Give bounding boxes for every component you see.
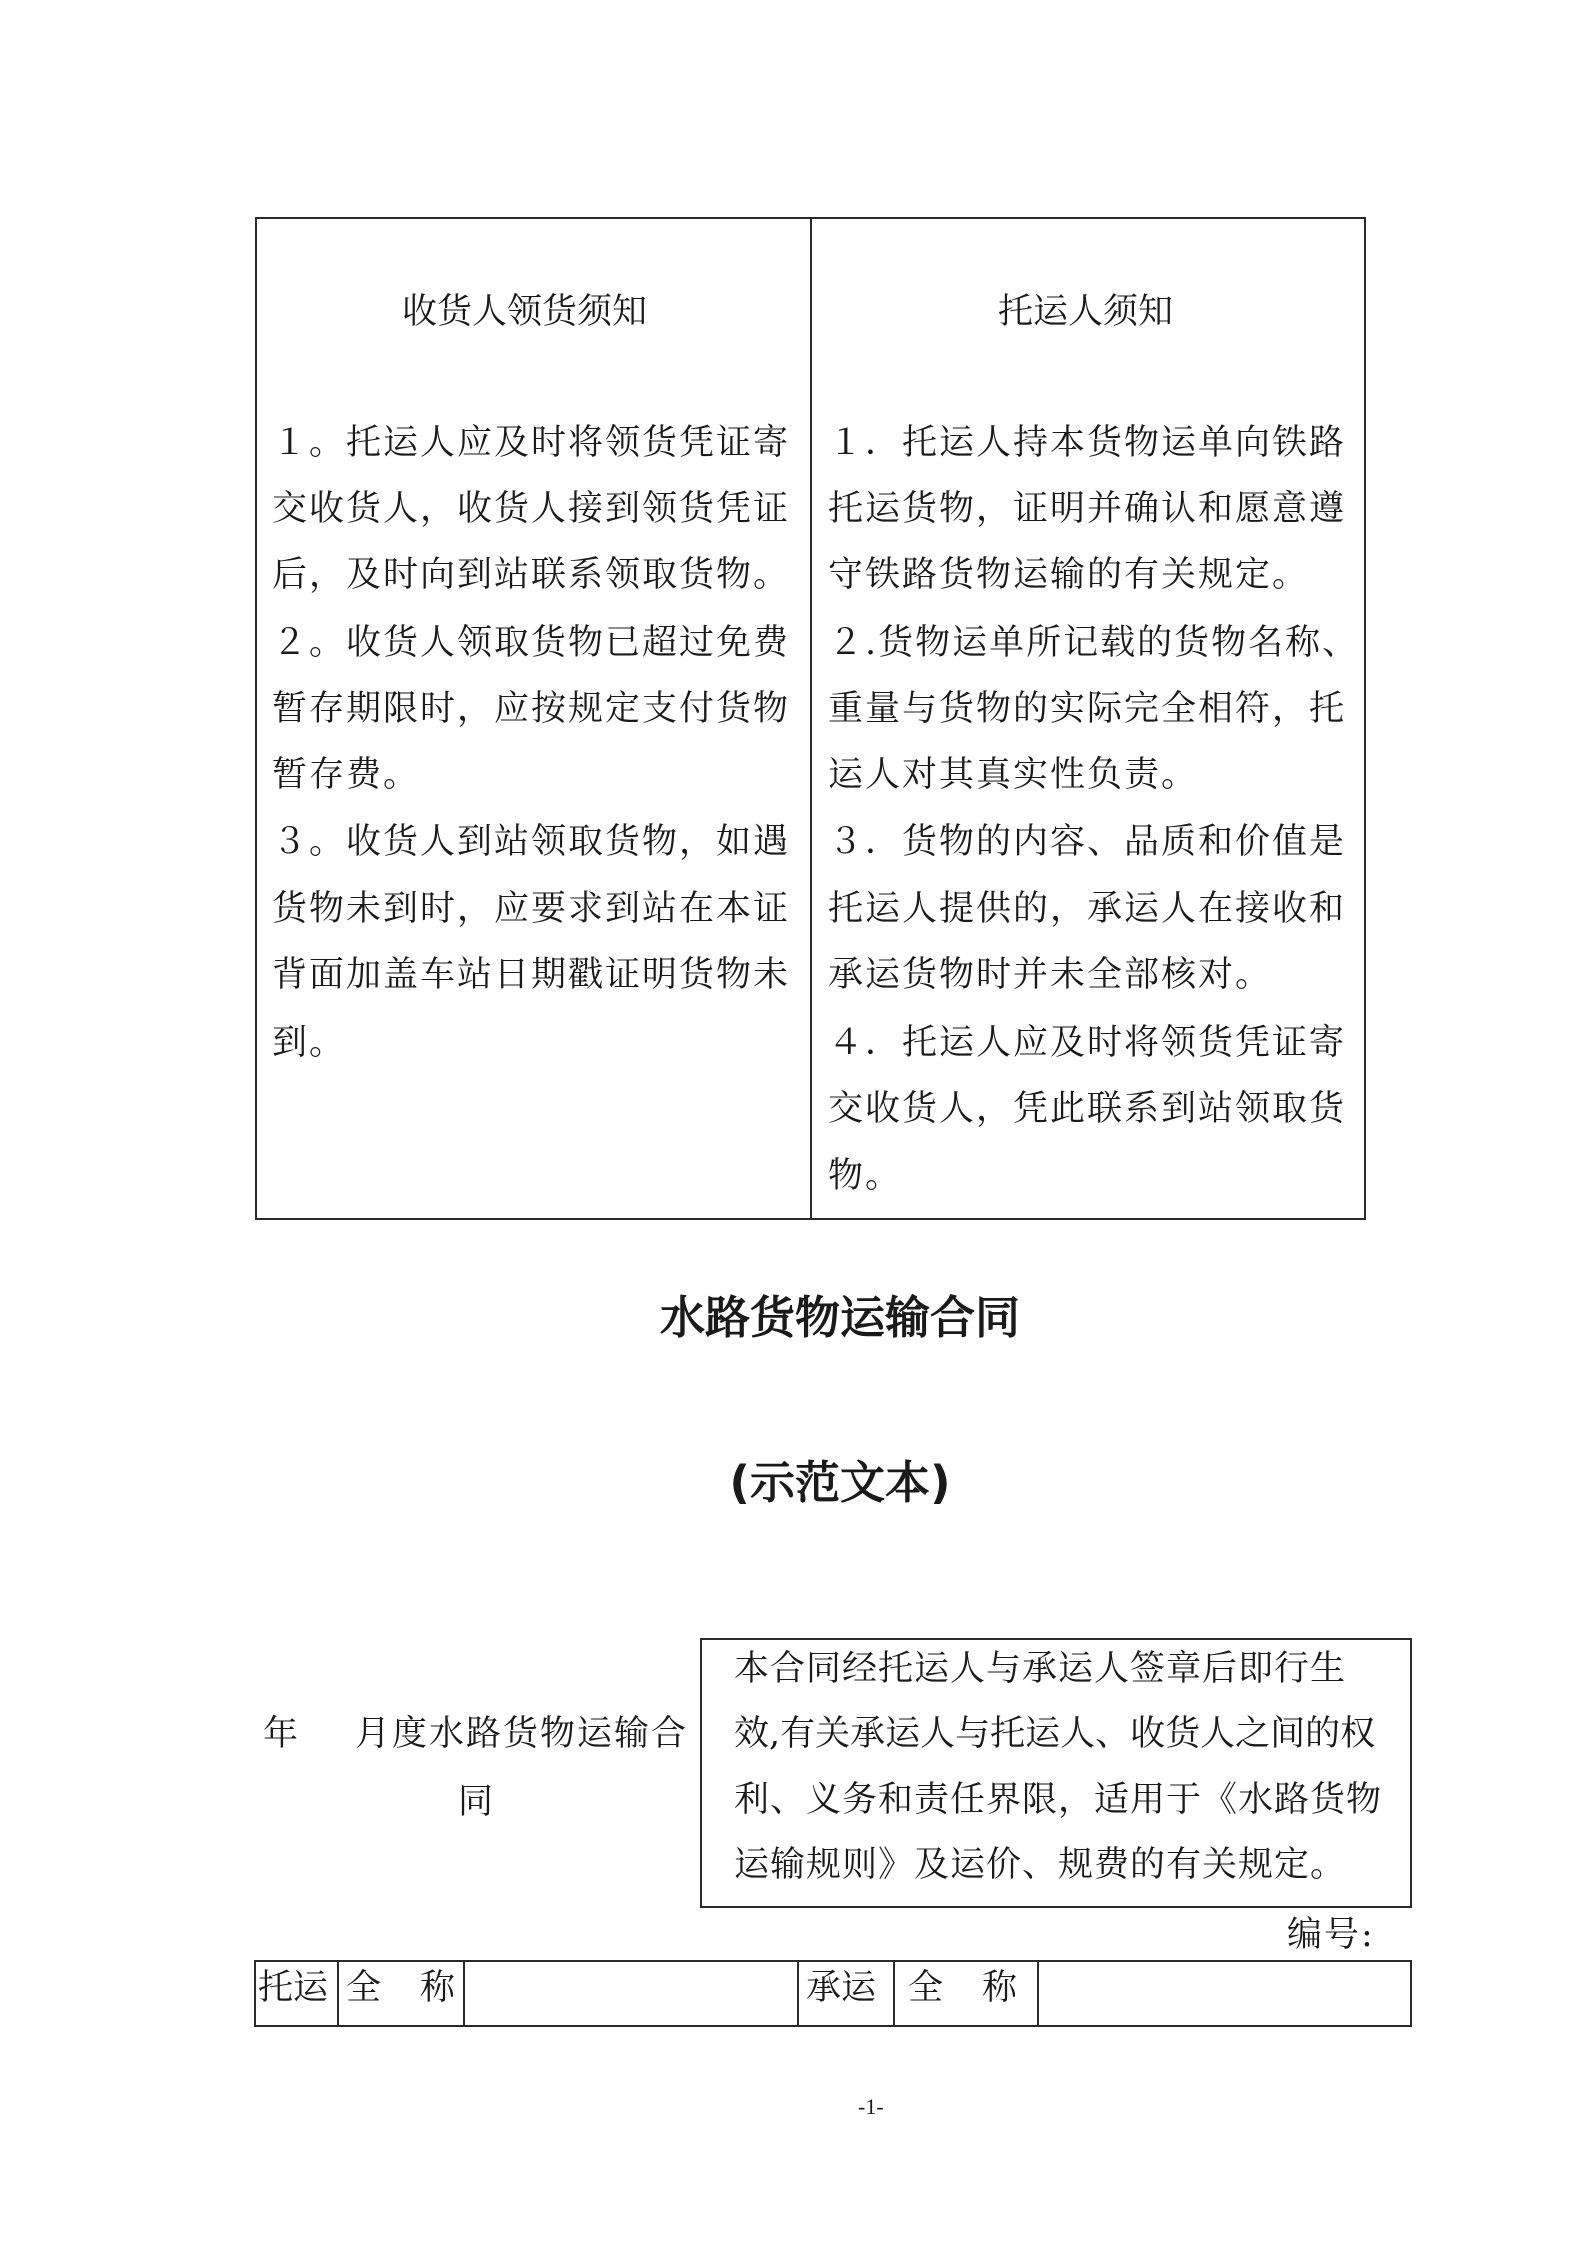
carrier-full-name-label: 全 称	[908, 1968, 1020, 2008]
note-box-left-border	[700, 1638, 702, 1908]
validity-note-line: 运输规则》及运价、规费的有关规定。	[734, 1845, 1347, 1885]
shipper-notice-line: 托运人提供的，承运人在接收和	[828, 889, 1347, 929]
shipper-notice-line: 交收货人，凭此联系到站领取货	[828, 1089, 1347, 1129]
shipper-notice-line: 守铁路货物运输的有关规定。	[828, 555, 1310, 595]
shipper-label: 托运	[258, 1968, 329, 2008]
shipper-notice-line: ２.货物运单所记载的货物名称、	[828, 623, 1360, 663]
consignee-notice-line: ２。收货人领取货物已超过免费	[272, 623, 791, 663]
shipper-notice-line: 重量与货物的实际完全相符，托	[828, 689, 1347, 729]
party-table-border	[1037, 1960, 1039, 2027]
consignee-notice-line: 背面加盖车站日期戳证明货物未	[272, 955, 791, 995]
carrier-label: 承运	[806, 1968, 877, 2008]
note-box-top-border	[700, 1638, 1412, 1640]
page-number: -1-	[858, 2094, 884, 2119]
shipper-full-name-value[interactable]	[475, 1966, 785, 2010]
shipper-full-name-label: 全 称	[346, 1968, 458, 2008]
carrier-full-name-value[interactable]	[1048, 1966, 1398, 2010]
shipper-notice-line: 物。	[828, 1156, 903, 1196]
consignee-notice-line: 到。	[272, 1023, 347, 1063]
document-subtitle: (示范文本)	[729, 1456, 951, 1509]
consignee-notice-line: 货物未到时，应要求到站在本证	[272, 889, 791, 929]
shipper-notice-line: ３．货物的内容、品质和价值是	[828, 822, 1347, 862]
party-table-top-border	[254, 1960, 1412, 1962]
shipper-notice-line: ４．托运人应及时将领货凭证寄	[828, 1023, 1347, 1063]
notice-table-right-border	[1364, 217, 1366, 1220]
consignee-notice-line: 暂存费。	[272, 755, 421, 795]
shipper-notice-line: 承运货物时并未全部核对。	[828, 955, 1273, 995]
year-label: 年	[263, 1714, 301, 1754]
consignee-notice-line: 交收货人，收货人接到领货凭证	[272, 489, 791, 529]
validity-note-line: 本合同经托运人与承运人签章后即行生	[734, 1649, 1347, 1689]
document-title: 水路货物运输合同	[659, 1291, 1020, 1344]
notice-table-divider	[810, 217, 812, 1220]
shipper-notice-line: 运人对其真实性负责。	[828, 755, 1199, 795]
party-table-border	[1410, 1960, 1412, 2027]
consignee-notice-heading: 收货人领货须知	[402, 292, 648, 332]
validity-note-line: 利、义务和责任界限，适用于《水路货物	[734, 1780, 1383, 1820]
party-table-border	[254, 1960, 256, 2027]
consignee-notice-line: 暂存期限时，应按规定支付货物	[272, 689, 791, 729]
shipper-notice-line: １．托运人持本货物运单向铁路	[828, 423, 1347, 463]
consignee-notice-line: 后，及时向到站联系领取货物。	[272, 555, 791, 595]
contract-name-line: 同	[458, 1782, 496, 1822]
party-table-border	[337, 1960, 339, 2027]
notice-table-left-border	[255, 217, 257, 1220]
party-table-border	[893, 1960, 895, 2027]
note-box-bottom-border	[700, 1906, 1412, 1908]
validity-note-line: 效,有关承运人与托运人、收货人之间的权	[734, 1714, 1376, 1754]
shipper-notice-line: 托运货物，证明并确认和愿意遵	[828, 489, 1347, 529]
consignee-notice-line: ３。收货人到站领取货物，如遇	[272, 822, 791, 862]
party-table-border	[463, 1960, 465, 2027]
consignee-notice-line: １。托运人应及时将领货凭证寄	[272, 423, 791, 463]
contract-number-label: 编号:	[1287, 1915, 1375, 1955]
party-table-bottom-border	[254, 2025, 1412, 2027]
note-box-right-border	[1410, 1638, 1412, 1908]
contract-name-line: 月度水路货物运输合	[355, 1714, 689, 1754]
party-table-border	[797, 1960, 799, 2027]
shipper-notice-heading: 托运人须知	[998, 292, 1174, 332]
